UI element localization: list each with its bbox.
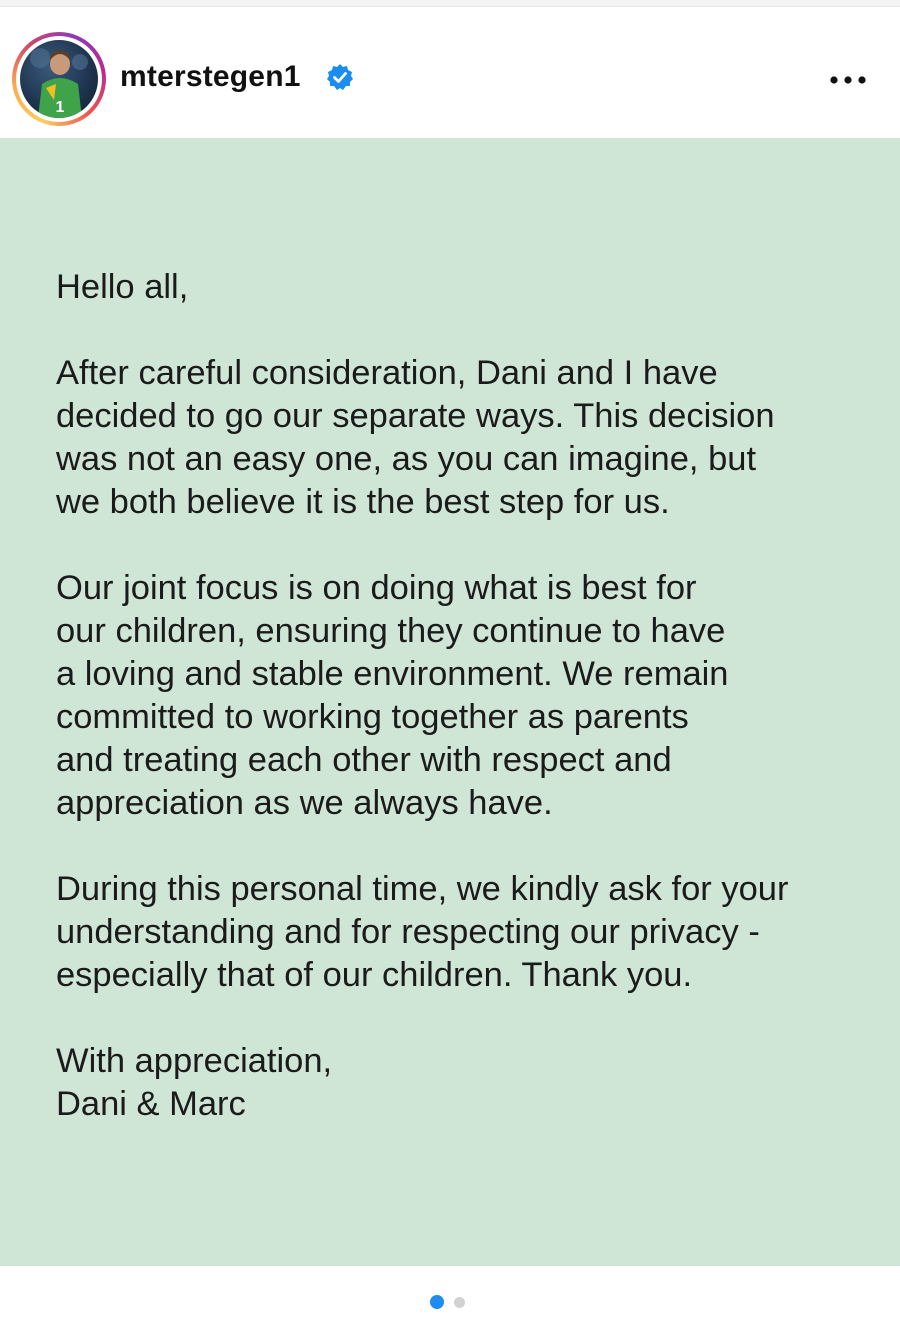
- more-horizontal-icon[interactable]: [826, 65, 870, 95]
- story-ring[interactable]: [12, 32, 106, 126]
- post-header: [0, 7, 900, 138]
- carousel-indicator: [0, 1266, 900, 1319]
- profile-photo-goalkeeper: [20, 40, 98, 118]
- username[interactable]: mterstegen1: [120, 60, 301, 93]
- letter-greeting: Hello all,: [56, 268, 189, 306]
- statement-letter: [56, 266, 876, 1126]
- avatar[interactable]: [20, 40, 98, 118]
- carousel-dot-active[interactable]: [430, 1295, 444, 1309]
- letter-paragraph: During this personal time, we kindly ask for your understanding and for respecting our privacy - especially that of our children. Thank you.: [56, 870, 789, 994]
- letter-paragraph: After careful consideration, Dani and I have decided to go our separate ways. This decision was not an easy one, as you can imagine, but we both believe it is the best step for us.: [56, 354, 775, 521]
- svg-text:1: 1: [55, 99, 65, 116]
- post-image[interactable]: [0, 138, 900, 1266]
- carousel-dot[interactable]: [454, 1297, 465, 1308]
- letter-closing: With appreciation, Dani & Marc: [56, 1042, 333, 1123]
- top-divider: [0, 0, 900, 7]
- verified-badge-icon: [326, 63, 354, 91]
- letter-paragraph: Our joint focus is on doing what is best for our children, ensuring they continue to have a loving and stable environment. We remain committed to working together as parents and treating each other with respect and appreciation as we always have.: [56, 569, 729, 822]
